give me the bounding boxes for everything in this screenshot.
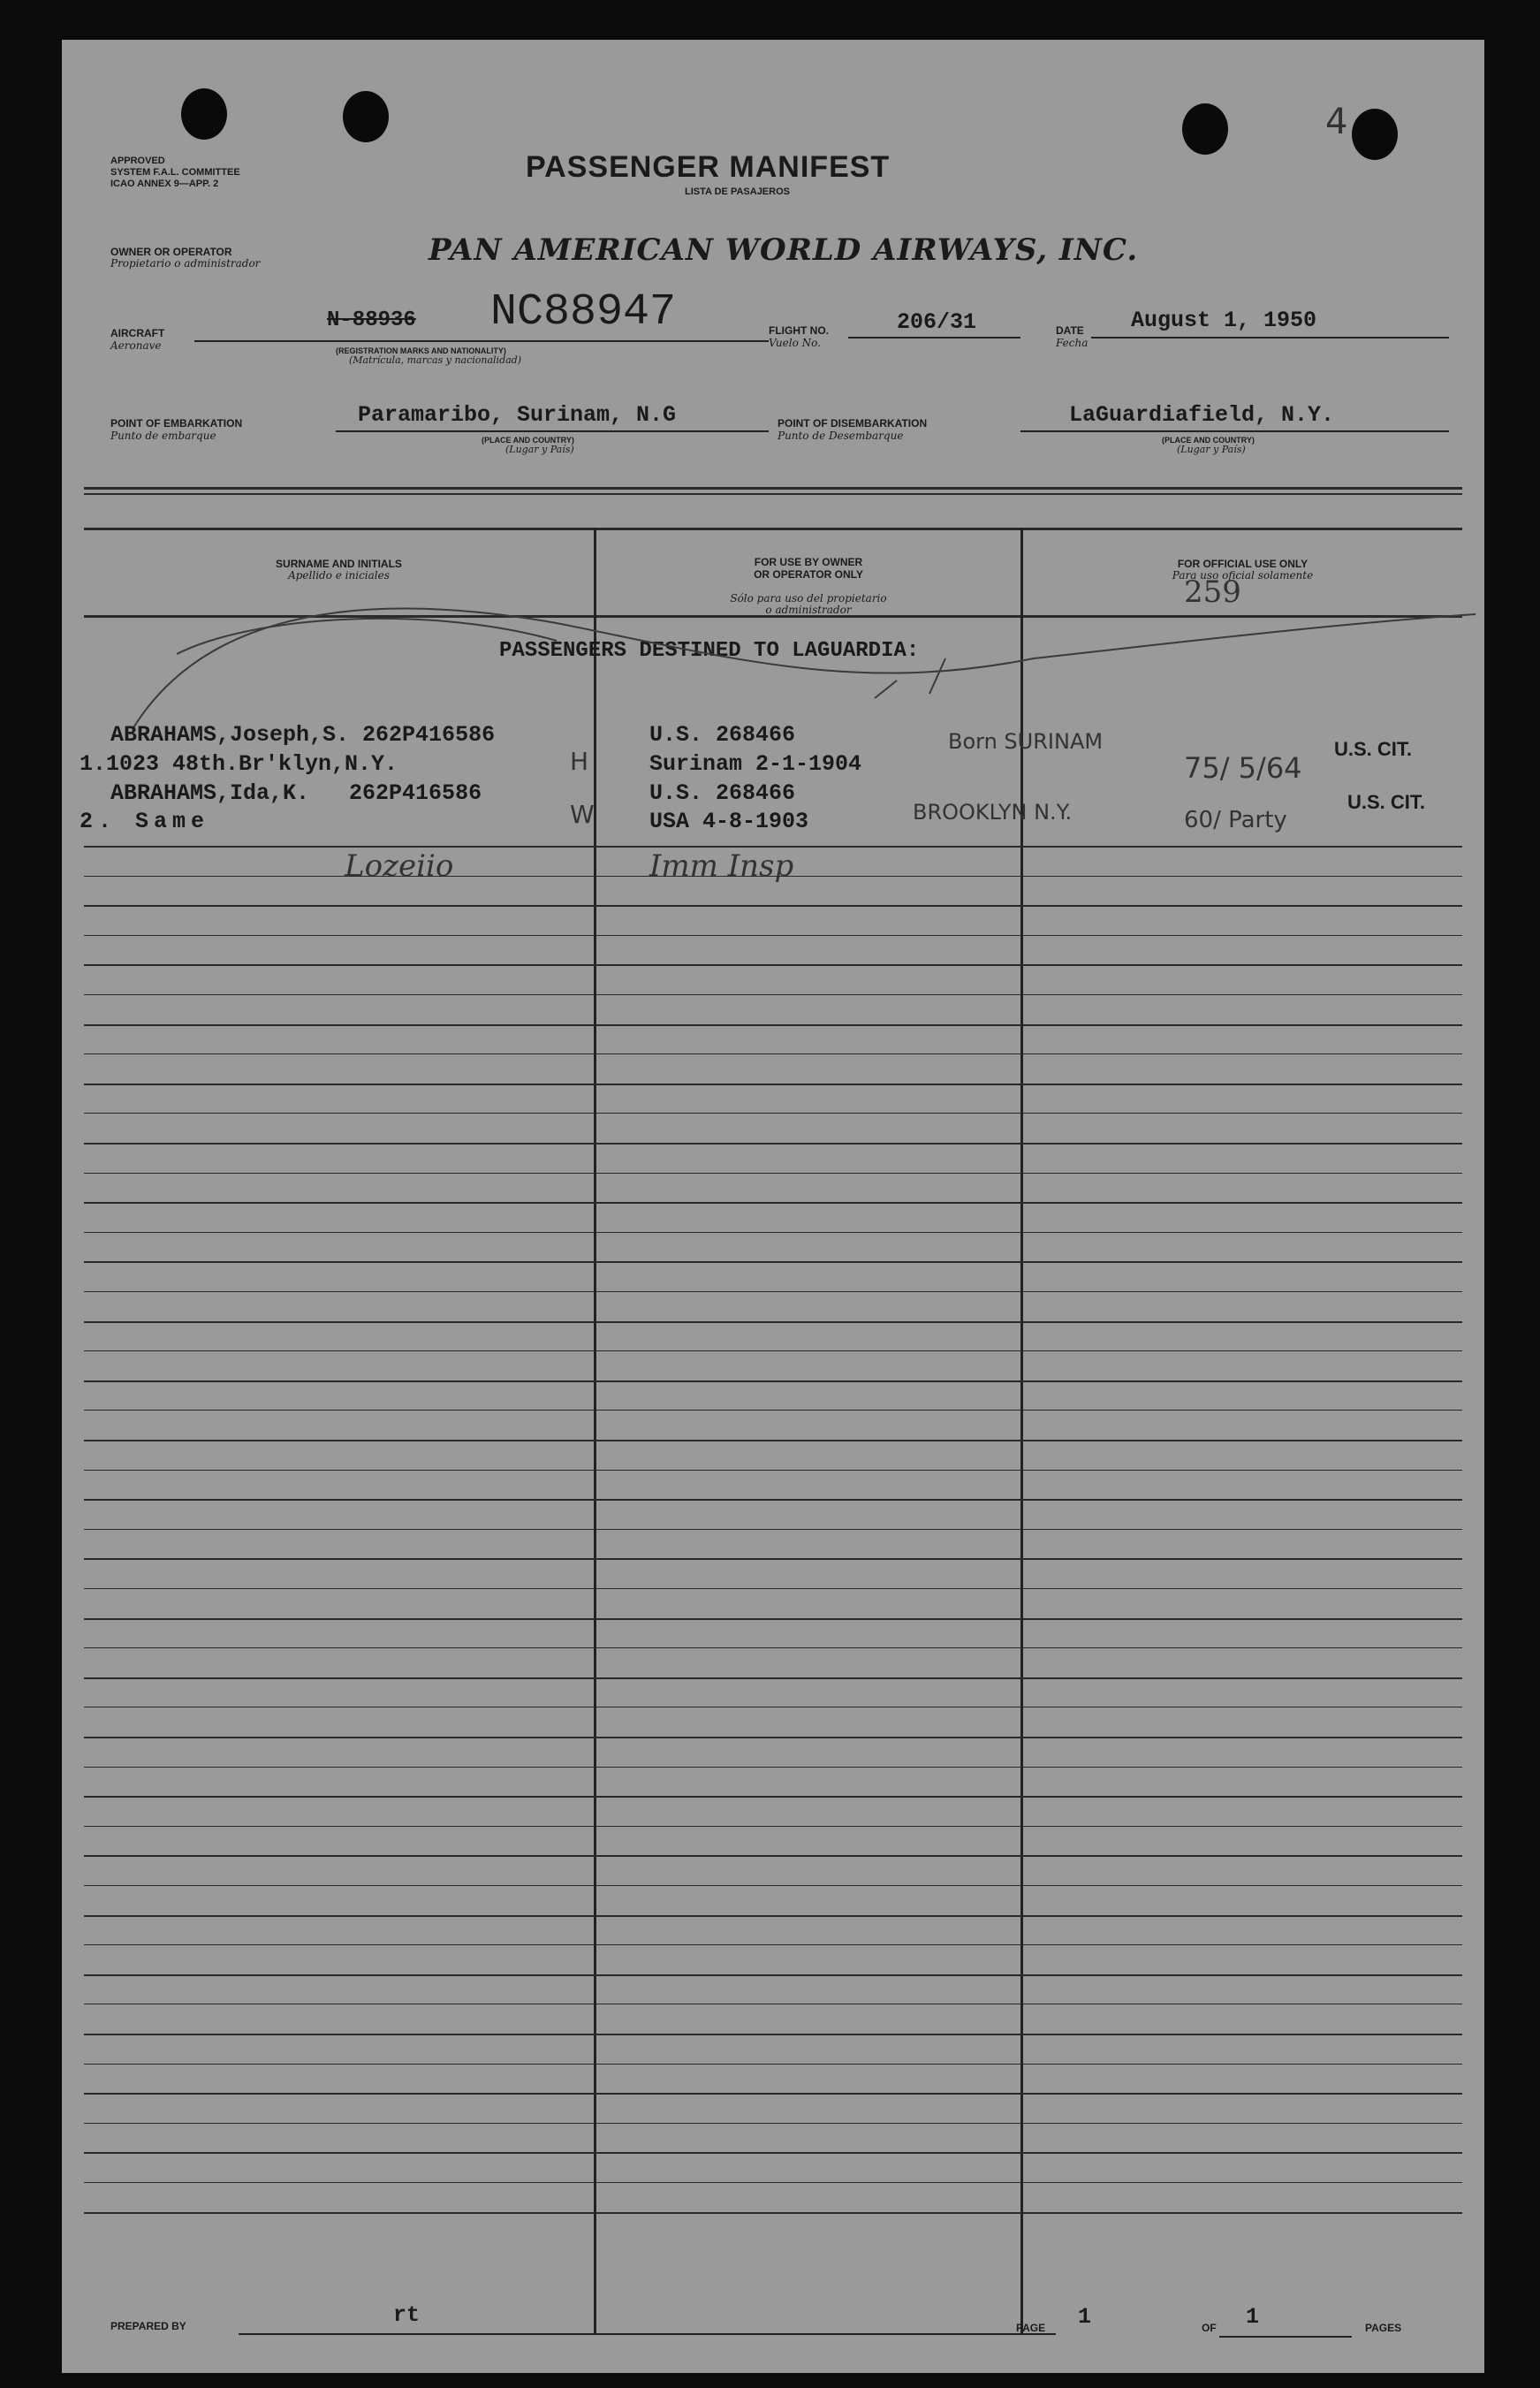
ruled-line bbox=[84, 1647, 1462, 1648]
entry-1-owner-line-1: U.S. 268466 bbox=[649, 722, 796, 748]
ruled-line bbox=[84, 1261, 1462, 1263]
ruled-line bbox=[84, 1618, 1462, 1620]
disembarkation-sub-1: (PLACE AND COUNTRY) bbox=[1162, 436, 1255, 445]
embarkation-label: POINT OF EMBARKATION bbox=[110, 417, 243, 430]
page-value: 1 bbox=[1078, 2304, 1092, 2330]
page-title: PASSENGER MANIFEST bbox=[526, 150, 891, 184]
signature-middle: Imm Insp bbox=[649, 848, 794, 884]
owner-label: OWNER OR OPERATOR bbox=[110, 246, 232, 258]
prepared-by-label: PREPARED BY bbox=[110, 2320, 186, 2332]
ruled-line bbox=[84, 2064, 1462, 2065]
entry-2-citizenship: U.S. CIT. bbox=[1347, 791, 1426, 813]
ruled-line bbox=[84, 935, 1462, 936]
ruled-line bbox=[84, 2123, 1462, 2124]
ruled-line bbox=[84, 1380, 1462, 1382]
aircraft-label: AIRCRAFT bbox=[110, 327, 165, 339]
ruled-line bbox=[84, 1558, 1462, 1560]
entry-1-line-2: 1.1023 48th.Br'klyn,N.Y. bbox=[80, 751, 398, 777]
ruled-line bbox=[84, 1588, 1462, 1589]
manifest-sheet bbox=[62, 40, 1484, 2373]
entry-1-citizenship: U.S. CIT. bbox=[1334, 738, 1413, 760]
disembarkation-sub-2: (Lugar y País) bbox=[1177, 444, 1246, 455]
entry-2-owner-line-2: USA 4-8-1903 bbox=[649, 809, 809, 834]
embarkation-label-es: Punto de embarque bbox=[110, 430, 216, 442]
entry-1-line-1: ABRAHAMS,Joseph,S. 262P416586 bbox=[110, 722, 496, 748]
prepared-by-value: rt bbox=[393, 2302, 421, 2328]
ruled-line bbox=[84, 1440, 1462, 1441]
ruled-line bbox=[84, 905, 1462, 907]
page-title-es: LISTA DE PASAJEROS bbox=[685, 186, 790, 197]
entry-2-note: BROOKLYN N.Y. bbox=[913, 800, 1073, 825]
aircraft-sub-2: (Matrícula, marcas y nacionalidad) bbox=[349, 354, 521, 366]
ruled-line bbox=[84, 1737, 1462, 1738]
ruled-line bbox=[84, 1202, 1462, 1204]
date-value: August 1, 1950 bbox=[1131, 308, 1317, 333]
entry-1-note: Born SURINAM bbox=[948, 729, 1104, 754]
column-header-owner-label: FOR USE BY OWNER OR OPERATOR ONLY bbox=[754, 556, 863, 581]
flight-label-es: Vuelo No. bbox=[769, 337, 821, 349]
ruled-line bbox=[84, 1499, 1462, 1501]
aircraft-struck-value: N-88936 bbox=[327, 308, 416, 332]
entry-1-owner-line-2: Surinam 2-1-1904 bbox=[649, 751, 862, 777]
official-count: 259 bbox=[1184, 574, 1241, 610]
ruled-line bbox=[84, 2152, 1462, 2154]
column-header-official-label-es: Para uso oficial solamente bbox=[1172, 569, 1314, 582]
disembarkation-value: LaGuardiafield, N.Y. bbox=[1069, 402, 1335, 428]
ruled-line bbox=[84, 876, 1462, 877]
section-heading: PASSENGERS DESTINED TO LAGUARDIA: bbox=[499, 639, 920, 663]
page-label: PAGE bbox=[1016, 2322, 1046, 2334]
embarkation-value: Paramaribo, Surinam, N.G bbox=[358, 402, 677, 428]
ruled-line bbox=[84, 1767, 1462, 1768]
signature-left: Lozeiio bbox=[345, 848, 454, 884]
aircraft-label-es: Aeronave bbox=[110, 339, 162, 352]
ruled-line bbox=[84, 1232, 1462, 1233]
entry-2-official: 60/ Party bbox=[1184, 807, 1287, 833]
date-label-es: Fecha bbox=[1056, 337, 1089, 349]
ruled-line bbox=[84, 2182, 1462, 2183]
date-label: DATE bbox=[1056, 324, 1084, 337]
ruled-line bbox=[84, 846, 1462, 848]
prepared-by-underline bbox=[239, 2333, 1056, 2335]
approval-line-3: ICAO ANNEX 9—APP. 2 bbox=[110, 179, 219, 189]
column-header-official-label: FOR OFFICIAL USE ONLY bbox=[1177, 558, 1309, 570]
entry-2-line-1: ABRAHAMS,Ida,K. 262P416586 bbox=[110, 780, 482, 806]
column-header-surname-label: SURNAME AND INITIALS bbox=[276, 558, 402, 570]
ruled-line bbox=[84, 1470, 1462, 1471]
ruled-line bbox=[84, 1173, 1462, 1174]
flight-label: FLIGHT NO. bbox=[769, 324, 829, 337]
disembarkation-label-es: Punto de Desembarque bbox=[778, 430, 904, 442]
ruled-line bbox=[84, 1974, 1462, 1976]
owner-label-es: Propietario o administrador bbox=[110, 257, 261, 270]
entry-2-owner-line-1: U.S. 268466 bbox=[649, 780, 796, 806]
ruled-line bbox=[84, 1855, 1462, 1857]
of-value: 1 bbox=[1246, 2304, 1260, 2330]
ruled-line bbox=[84, 1796, 1462, 1798]
ruled-line bbox=[84, 1915, 1462, 1917]
entry-1-official: 75/ 5/64 bbox=[1184, 751, 1302, 785]
ruled-line bbox=[84, 1677, 1462, 1679]
entry-2-mark: W bbox=[570, 800, 595, 829]
ruled-line bbox=[84, 1826, 1462, 1827]
ruled-line bbox=[84, 1291, 1462, 1292]
ruled-line bbox=[84, 1321, 1462, 1323]
corner-mark: 4 bbox=[1325, 102, 1348, 142]
ruled-line bbox=[84, 1410, 1462, 1411]
aircraft-sub-1: (REGISTRATION MARKS AND NATIONALITY) bbox=[336, 346, 506, 355]
pages-label: PAGES bbox=[1365, 2322, 1402, 2334]
entry-1-mark: H bbox=[570, 747, 589, 776]
ruled-line bbox=[84, 1944, 1462, 1945]
approval-line-1: APPROVED bbox=[110, 156, 165, 166]
owner-value: PAN AMERICAN WORLD AIRWAYS, INC. bbox=[429, 232, 1139, 268]
approval-line-2: SYSTEM F.A.L. COMMITTEE bbox=[110, 167, 240, 178]
ruled-line bbox=[84, 2034, 1462, 2035]
aircraft-value: NC88947 bbox=[490, 287, 677, 338]
ruled-line bbox=[84, 1885, 1462, 1886]
of-underline bbox=[1219, 2336, 1352, 2338]
ruled-line bbox=[84, 1084, 1462, 1085]
ruled-line bbox=[84, 1350, 1462, 1351]
ruled-line bbox=[84, 1113, 1462, 1114]
ruled-line bbox=[84, 1143, 1462, 1145]
disembarkation-label: POINT OF DISEMBARKATION bbox=[778, 417, 928, 430]
entry-2-line-2: 2. Same bbox=[80, 809, 210, 834]
column-header-surname-label-es: Apellido e iniciales bbox=[288, 569, 390, 582]
ruled-line bbox=[84, 1024, 1462, 1026]
ruled-line bbox=[84, 1529, 1462, 1530]
ruled-line bbox=[84, 2093, 1462, 2095]
ruled-line bbox=[84, 964, 1462, 966]
flight-value: 206/31 bbox=[897, 309, 977, 335]
embarkation-sub-2: (Lugar y País) bbox=[505, 444, 574, 455]
ruled-line bbox=[84, 2212, 1462, 2214]
embarkation-sub-1: (PLACE AND COUNTRY) bbox=[482, 436, 574, 445]
column-header-owner-label-es: Sólo para uso del propietario o administrador bbox=[730, 592, 887, 616]
of-label: OF bbox=[1202, 2322, 1217, 2334]
ruled-line bbox=[84, 1053, 1462, 1054]
ruled-line bbox=[84, 994, 1462, 995]
